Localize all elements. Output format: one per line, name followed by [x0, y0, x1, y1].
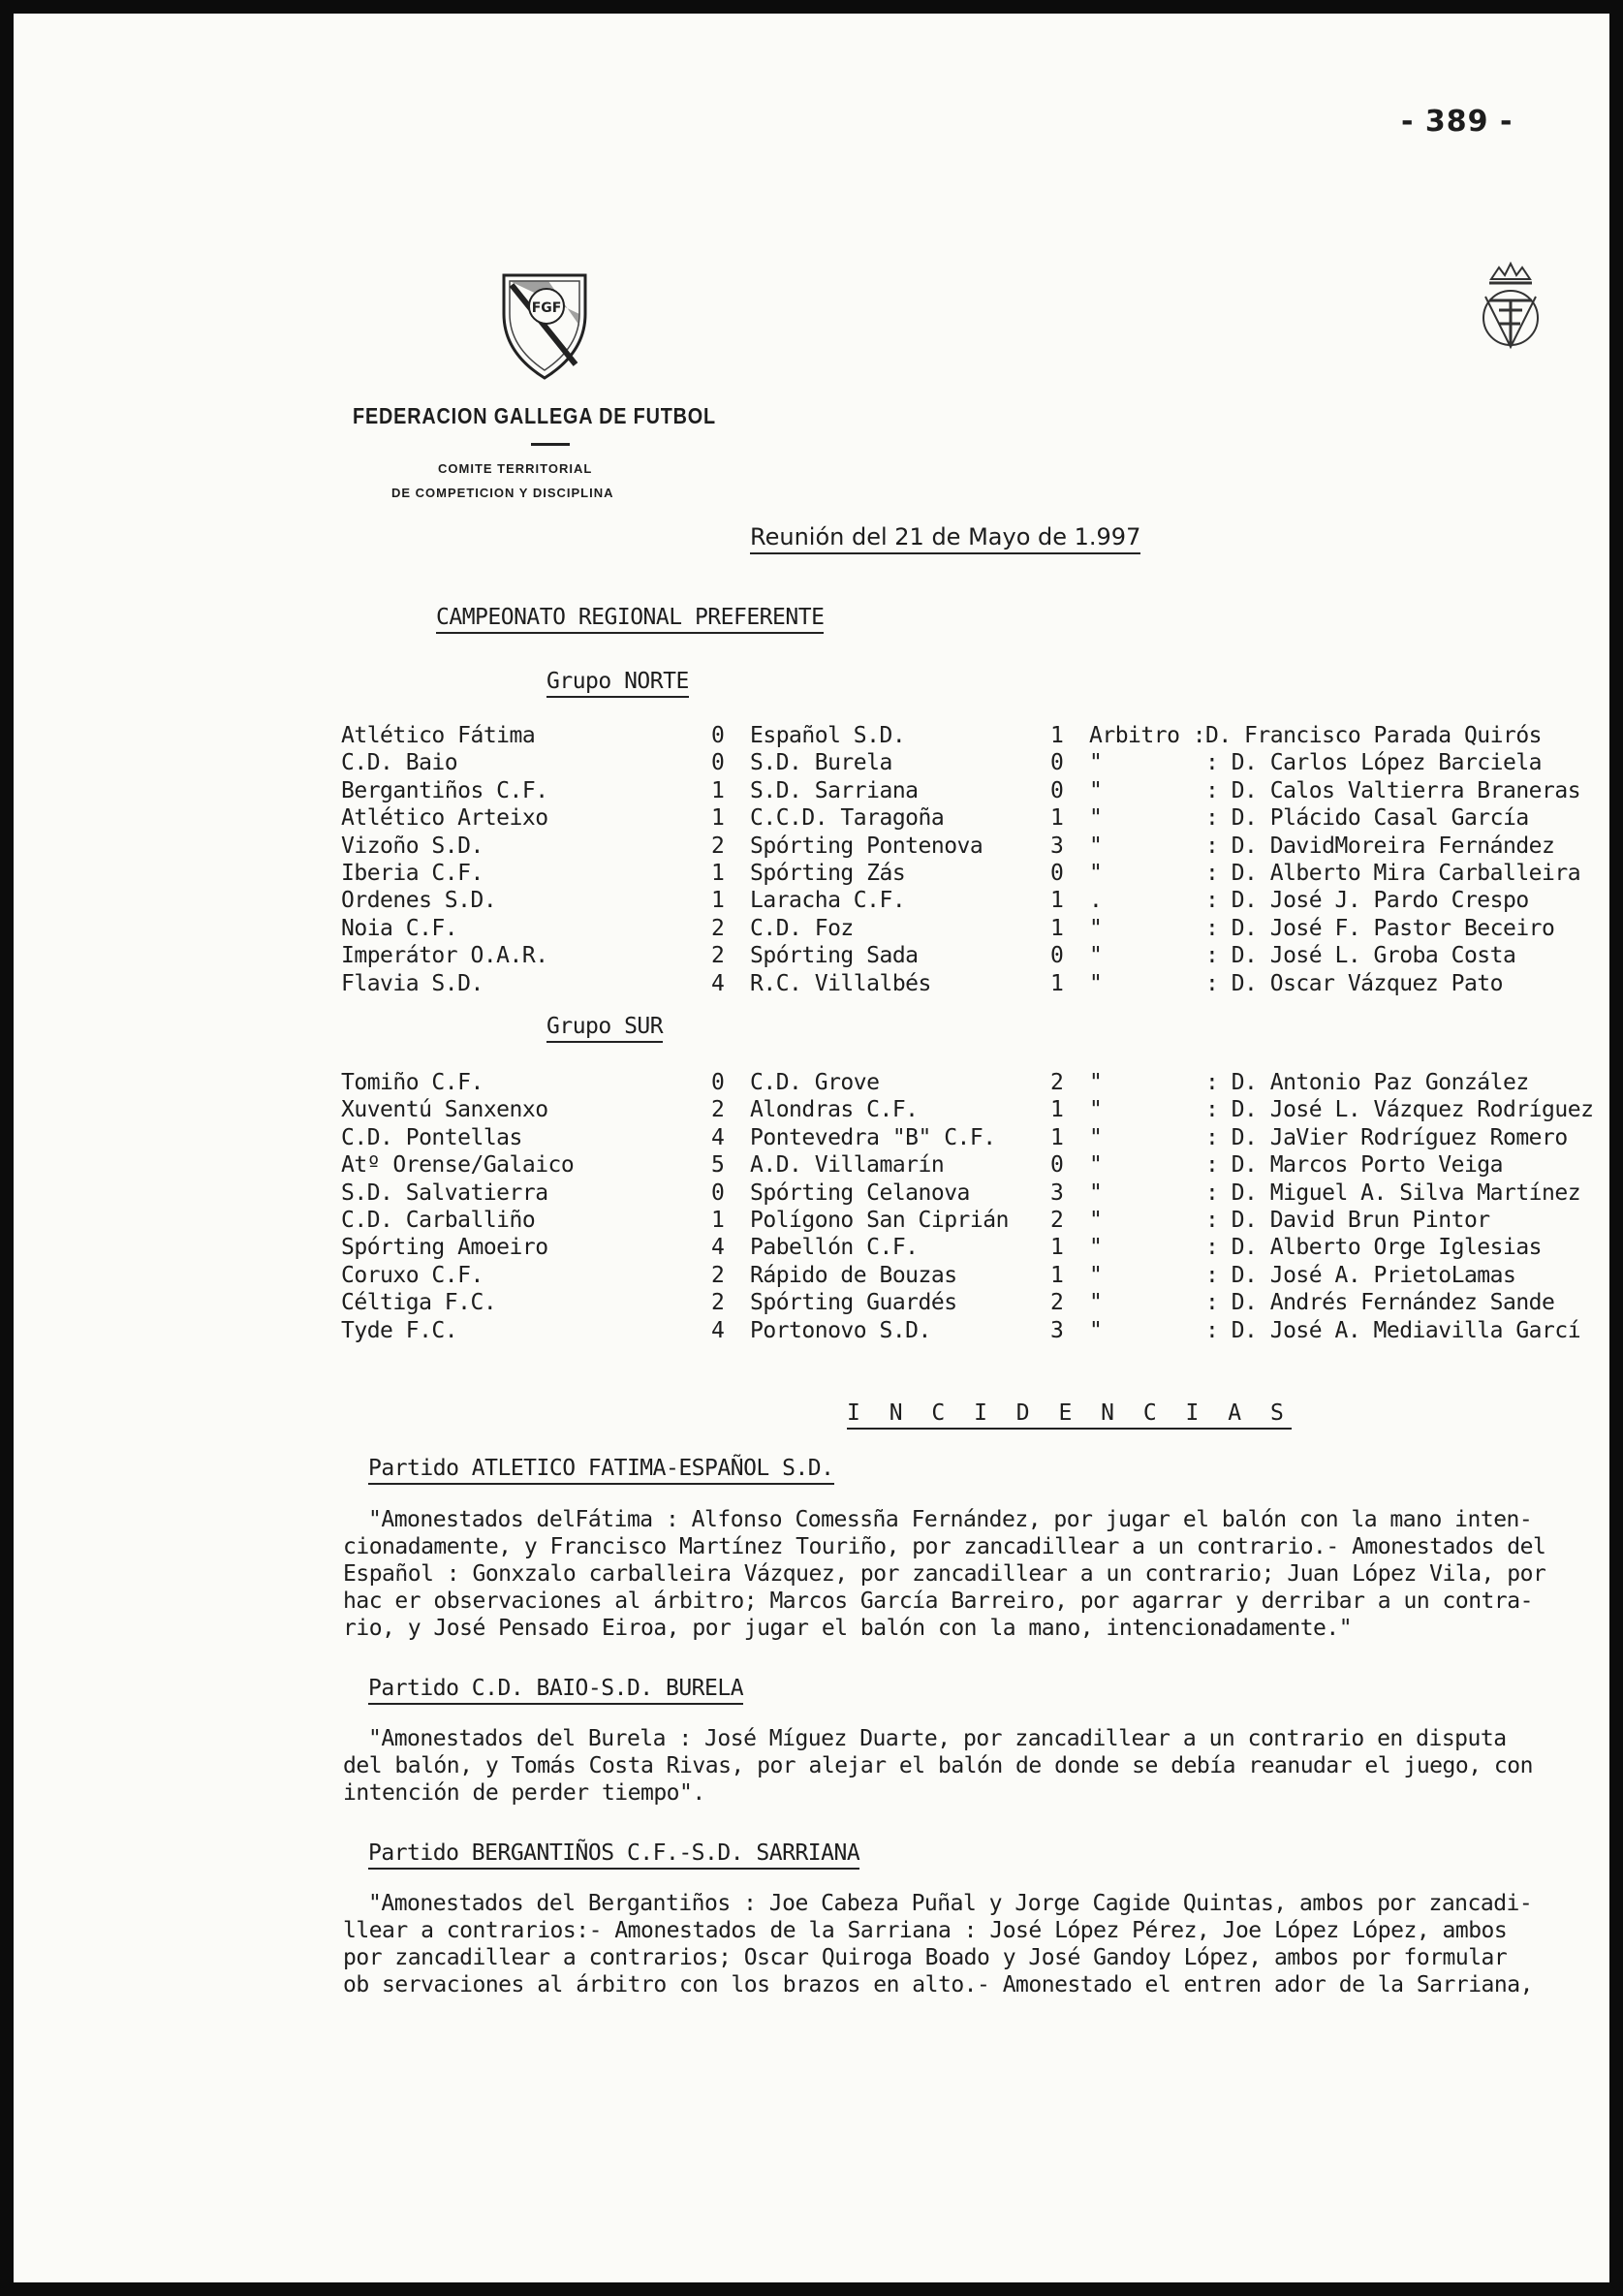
group-norte-heading: Grupo NORTE — [546, 669, 689, 698]
committee-line-2: DE COMPETICION Y DISCIPLINA — [391, 486, 614, 500]
home-team: Atº Orense/Galaico — [341, 1152, 575, 1179]
away-score: 0 — [1050, 750, 1064, 776]
away-score: 0 — [1050, 777, 1064, 803]
home-score: 4 — [711, 1235, 725, 1261]
home-team: C.D. Carballiño — [341, 1208, 536, 1233]
home-team: Bergantiños C.F. — [341, 777, 548, 803]
home-score: 2 — [711, 1262, 725, 1288]
away-team: Spórting Pontenova — [750, 833, 983, 859]
incident-line: hac er observaciones al árbitro; Marcos García Barreiro, por agarrar y derribar a un contra- — [343, 1588, 1533, 1614]
home-team: Spórting Amoeiro — [341, 1235, 548, 1261]
away-score: 3 — [1050, 1317, 1064, 1343]
document-page — [14, 14, 1609, 2282]
away-score: 0 — [1050, 1152, 1064, 1179]
arbitro-label: " — [1089, 833, 1103, 859]
federation-shield-logo — [498, 267, 591, 384]
home-team: C.D. Baio — [341, 750, 458, 776]
referee-name: : D. José L. Groba Costa — [1205, 943, 1516, 969]
home-score: 0 — [711, 723, 725, 748]
incident-line: ob servaciones al árbitro con los brazos en alto.- Amonestado el entren ador de la Sarriana, — [343, 1972, 1533, 1997]
referee-name: : D. Calos Valtierra Braneras — [1205, 777, 1581, 803]
away-score: 1 — [1050, 970, 1064, 996]
home-score: 4 — [711, 1317, 725, 1343]
home-score: 1 — [711, 1208, 725, 1233]
referee-name: : D. Oscar Vázquez Pato — [1205, 970, 1503, 996]
away-score: 1 — [1050, 1097, 1064, 1123]
arbitro-label: " — [1089, 805, 1103, 832]
referee-name: : D. JaVier Rodríguez Romero — [1205, 1124, 1568, 1150]
home-score: 1 — [711, 777, 725, 803]
incident-line: rio, y José Pensado Eiroa, por jugar el balón con la mano, intencionadamente." — [343, 1616, 1353, 1641]
referee-name: : D. David Brun Pintor — [1205, 1208, 1490, 1233]
arbitro-label: " — [1089, 750, 1103, 776]
arbitro-label: " — [1089, 1262, 1103, 1288]
away-score: 0 — [1050, 943, 1064, 969]
away-score: 2 — [1050, 1290, 1064, 1316]
home-score: 1 — [711, 861, 725, 886]
away-team: Spórting Guardés — [750, 1290, 957, 1316]
away-team: R.C. Villalbés — [750, 970, 931, 996]
group-sur-heading: Grupo SUR — [546, 1014, 663, 1043]
away-team: Rápido de Bouzas — [750, 1262, 957, 1288]
page-number: - 389 - — [1401, 105, 1514, 139]
incident-line: intención de perder tiempo". — [343, 1780, 705, 1806]
away-team: Pabellón C.F. — [750, 1235, 919, 1261]
home-score: 4 — [711, 970, 725, 996]
incident-paragraph — [343, 1725, 1603, 1807]
away-score: 0 — [1050, 861, 1064, 886]
home-score: 2 — [711, 833, 725, 859]
away-team: Spórting Sada — [750, 943, 919, 969]
referee-name: : D. José J. Pardo Crespo — [1205, 888, 1529, 914]
referee-name: : D. José A. Mediavilla Garcí — [1205, 1317, 1581, 1343]
home-team: C.D. Pontellas — [341, 1124, 522, 1150]
referee-name: : D. Carlos López Barciela — [1205, 750, 1543, 776]
arbitro-label: " — [1089, 1208, 1103, 1233]
home-team: Xuventú Sanxenxo — [341, 1097, 548, 1123]
arbitro-label: Arbitro : — [1089, 723, 1206, 748]
arbitro-label: " — [1089, 861, 1103, 886]
referee-name: : D. Alberto Orge Iglesias — [1205, 1235, 1543, 1261]
header-rule — [531, 443, 570, 446]
home-team: Tyde F.C. — [341, 1317, 458, 1343]
away-team: C.C.D. Taragoña — [750, 805, 945, 832]
away-score: 1 — [1050, 723, 1064, 748]
home-team: Tomiño C.F. — [341, 1070, 484, 1095]
home-score: 1 — [711, 888, 725, 914]
incident-line: llear a contrarios:- Amonestados de la Sarriana : José López Pérez, Joe López López, ambos — [343, 1918, 1508, 1943]
home-score: 5 — [711, 1152, 725, 1179]
home-team: Céltiga F.C. — [341, 1290, 497, 1316]
away-team: Laracha C.F. — [750, 888, 906, 914]
away-score: 3 — [1050, 833, 1064, 859]
away-team: Pontevedra "B" C.F. — [750, 1124, 996, 1150]
away-team: Spórting Zás — [750, 861, 906, 886]
referee-name: : D. Plácido Casal García — [1205, 805, 1529, 832]
home-score: 4 — [711, 1124, 725, 1150]
arbitro-label: " — [1089, 1124, 1103, 1150]
away-score: 2 — [1050, 1208, 1064, 1233]
home-score: 2 — [711, 1097, 725, 1123]
committee-line-1: COMITE TERRITORIAL — [438, 461, 593, 476]
home-score: 2 — [711, 1290, 725, 1316]
referee-name: : D. José L. Vázquez Rodríguez — [1205, 1097, 1594, 1123]
arbitro-label: " — [1089, 943, 1103, 969]
away-team: S.D. Sarriana — [750, 777, 919, 803]
away-score: 1 — [1050, 915, 1064, 941]
referee-name: : D. Andrés Fernández Sande — [1205, 1290, 1555, 1316]
arbitro-label: " — [1089, 970, 1103, 996]
away-team: Alondras C.F. — [750, 1097, 919, 1123]
home-team: Atlético Fátima — [341, 723, 536, 748]
svg-text:FGF: FGF — [531, 300, 562, 316]
away-score: 1 — [1050, 888, 1064, 914]
arbitro-label: " — [1089, 777, 1103, 803]
arbitro-label: " — [1089, 1235, 1103, 1261]
home-team: Ordenes S.D. — [341, 888, 497, 914]
incident-line: Español : Gonxzalo carballeira Vázquez, por zancadillear a un contrario; Juan López Vila, por — [343, 1561, 1546, 1587]
away-score: 1 — [1050, 1235, 1064, 1261]
incident-line: "Amonestados delFátima : Alfonso Comessña Fernández, por jugar el balón con la mano inten- — [368, 1507, 1533, 1532]
away-team: Polígono San Ciprián — [750, 1208, 1009, 1233]
incident-match-title: Partido BERGANTIÑOS C.F.-S.D. SARRIANA — [368, 1840, 859, 1870]
home-team: S.D. Salvatierra — [341, 1179, 548, 1206]
incident-paragraph — [343, 1506, 1603, 1642]
arbitro-label: " — [1089, 1179, 1103, 1206]
incidencias-heading: I N C I D E N C I A S — [847, 1400, 1292, 1430]
rfef-emblem — [1472, 258, 1549, 364]
home-score: 0 — [711, 1179, 725, 1206]
incident-line: "Amonestados del Bergantiños : Joe Cabeza Puñal y Jorge Cagide Quintas, ambos por zancadi- — [368, 1891, 1533, 1916]
home-team: Noia C.F. — [341, 915, 458, 941]
incident-line: por zancadillear a contrarios; Oscar Quiroga Boado y José Gandoy López, ambos por formular — [343, 1945, 1508, 1970]
referee-name: : D. José F. Pastor Beceiro — [1205, 915, 1555, 941]
arbitro-label: " — [1089, 1290, 1103, 1316]
away-team: Portonovo S.D. — [750, 1317, 931, 1343]
away-team: C.D. Grove — [750, 1070, 880, 1095]
incident-line: cionadamente, y Francisco Martínez Touriño, por zancadillear a un contrario.- Amonestados del — [343, 1534, 1546, 1559]
away-score: 1 — [1050, 1262, 1064, 1288]
away-team: A.D. Villamarín — [750, 1152, 945, 1179]
arbitro-label: " — [1089, 915, 1103, 941]
away-team: Español S.D. — [750, 723, 906, 748]
away-team: S.D. Burela — [750, 750, 892, 776]
incident-line: del balón, y Tomás Costa Rivas, por alejar el balón de donde se debía reanudar el juego, con — [343, 1753, 1533, 1778]
home-team: Imperátor O.A.R. — [341, 943, 548, 969]
referee-name: : D. Marcos Porto Veiga — [1205, 1152, 1503, 1179]
championship-heading: CAMPEONATO REGIONAL PREFERENTE — [436, 605, 824, 634]
away-score: 1 — [1050, 805, 1064, 832]
incident-paragraph — [343, 1890, 1603, 1998]
arbitro-label: " — [1089, 1097, 1103, 1123]
referee-name: : D. José A. PrietoLamas — [1205, 1262, 1516, 1288]
meeting-date-heading: Reunión del 21 de Mayo de 1.997 — [750, 523, 1140, 554]
incident-match-title: Partido C.D. BAIO-S.D. BURELA — [368, 1676, 743, 1705]
home-score: 1 — [711, 805, 725, 832]
home-score: 2 — [711, 915, 725, 941]
away-score: 3 — [1050, 1179, 1064, 1206]
referee-name: : D. Miguel A. Silva Martínez — [1205, 1179, 1581, 1206]
away-team: C.D. Foz — [750, 915, 854, 941]
arbitro-label: " — [1089, 1070, 1103, 1095]
home-team: Vizoño S.D. — [341, 833, 484, 859]
arbitro-label: " — [1089, 1152, 1103, 1179]
referee-name: : D. Alberto Mira Carballeira — [1205, 861, 1581, 886]
incident-line: "Amonestados del Burela : José Míguez Duarte, por zancadillear a un contrario en disputa — [368, 1726, 1507, 1751]
referee-name: D. Francisco Parada Quirós — [1205, 723, 1543, 748]
home-team: Iberia C.F. — [341, 861, 484, 886]
home-score: 2 — [711, 943, 725, 969]
home-team: Atlético Arteixo — [341, 805, 548, 832]
arbitro-label: . — [1089, 888, 1103, 914]
away-score: 1 — [1050, 1124, 1064, 1150]
referee-name: : D. Antonio Paz González — [1205, 1070, 1529, 1095]
federation-name: FEDERACION GALLEGA DE FUTBOL — [353, 403, 716, 428]
away-team: Spórting Celanova — [750, 1179, 970, 1206]
home-team: Flavia S.D. — [341, 970, 484, 996]
home-score: 0 — [711, 750, 725, 776]
referee-name: : D. DavidMoreira Fernández — [1205, 833, 1555, 859]
home-team: Coruxo C.F. — [341, 1262, 484, 1288]
incident-match-title: Partido ATLETICO FATIMA-ESPAÑOL S.D. — [368, 1456, 834, 1485]
home-score: 0 — [711, 1070, 725, 1095]
away-score: 2 — [1050, 1070, 1064, 1095]
arbitro-label: " — [1089, 1317, 1103, 1343]
